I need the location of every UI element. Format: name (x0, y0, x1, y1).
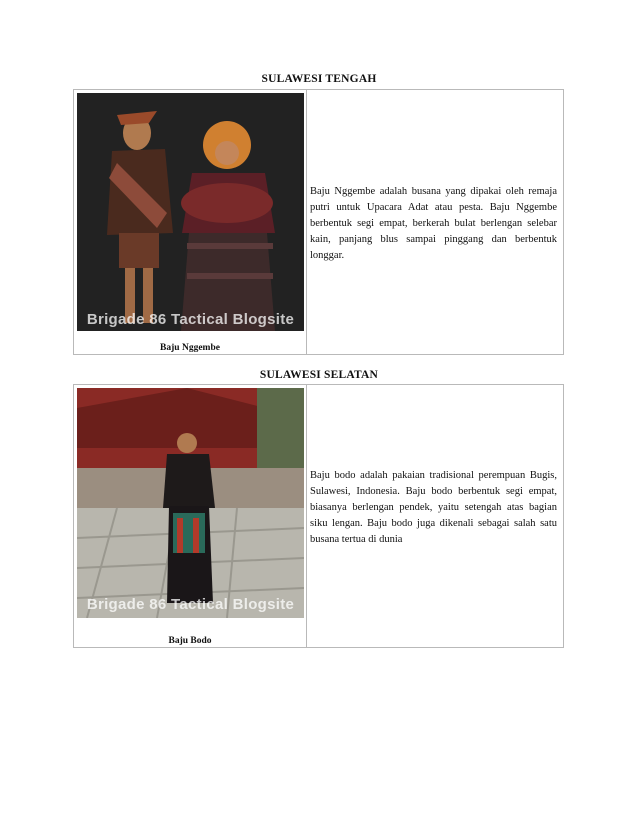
photo-baju-bodo (77, 388, 304, 618)
photo-watermark: Brigade 86 Tactical Blogsite (86, 311, 295, 328)
section-title-sulawesi-selatan: SULAWESI SELATAN (259, 369, 379, 381)
photo-watermark: Brigade 86 Tactical Blogsite (86, 596, 295, 613)
table-sulawesi-tengah (73, 89, 564, 355)
caption-baju-bodo: Baju Bodo (168, 636, 212, 646)
image-cell (74, 90, 307, 354)
description-baju-bodo: Baju bodo adalah pakaian tradisional perempuan Bugis, Sulawesi, Indonesia. Baju bodo berbentuk segi empat, biasanya berlengan pendek, yaitu setengah atas bagian siku lengan. Baju bodo juga dikenali sebagai salah satu busana tertua di dunia (310, 470, 557, 545)
image-cell (74, 385, 307, 647)
section-title-sulawesi-tengah: SULAWESI TENGAH (261, 73, 377, 85)
caption-baju-nggembe: Baju Nggembe (160, 343, 220, 353)
description-baju-nggembe: Baju Nggembe adalah busana yang dipakai oleh remaja putri untuk Upacara Adat atau pesta. Baju Nggembe berbentuk segi empat, berkerah bulat berlengan selebar kain, panjang blus sampai pinggang dan berbentuk longgar. (310, 186, 557, 261)
photo-baju-nggembe-art (77, 93, 304, 331)
photo-baju-bodo-art (77, 388, 304, 618)
text-cell (306, 385, 563, 647)
photo-baju-nggembe (77, 93, 304, 331)
table-sulawesi-selatan (73, 384, 564, 648)
text-cell (306, 90, 563, 354)
